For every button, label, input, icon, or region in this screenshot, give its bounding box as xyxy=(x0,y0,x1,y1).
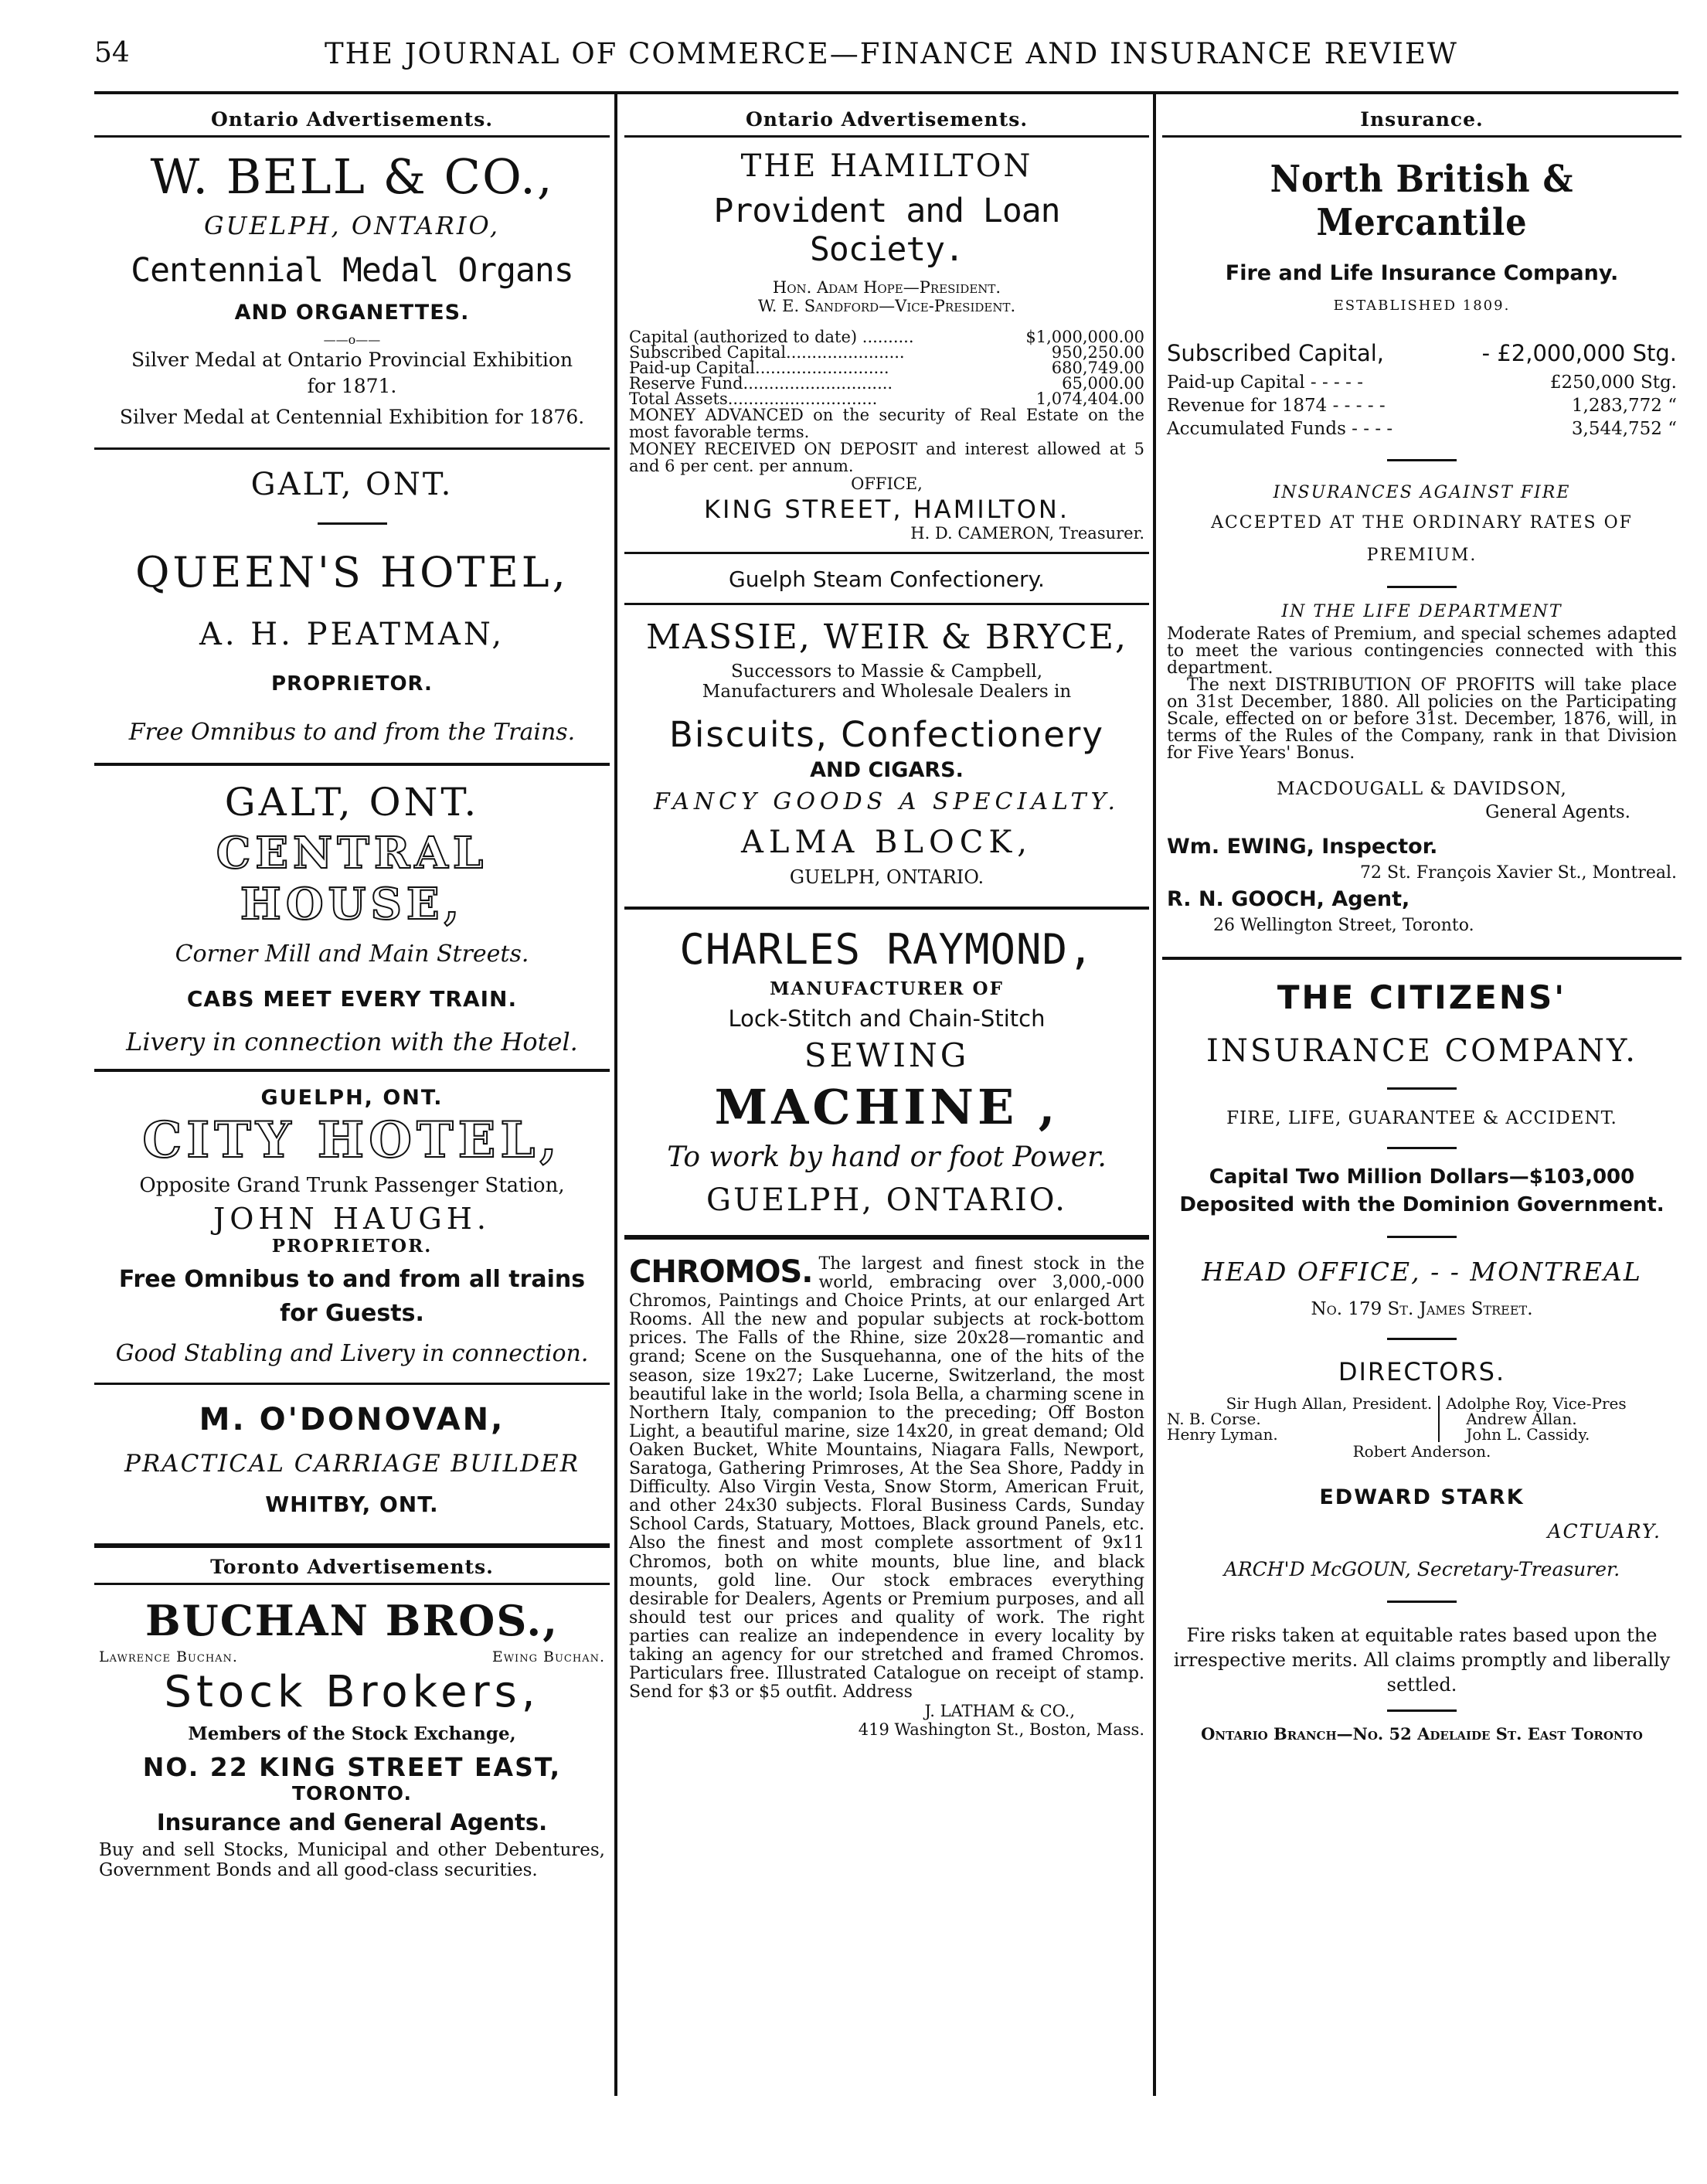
divider xyxy=(94,135,610,138)
ornament: ——o—— xyxy=(323,332,381,347)
ad-central-house xyxy=(99,780,605,1056)
ad-trade: Stock Brokers, xyxy=(164,1667,540,1717)
capital-row xyxy=(1167,340,1677,366)
ad-fancy: FANCY GOODS A SPECIALTY. xyxy=(654,788,1120,815)
life-head: IN THE LIFE DEPARTMENT xyxy=(1281,602,1562,621)
treasurer: H. D. CAMERON, Treasurer. xyxy=(910,524,1144,543)
ad-town: WHITBY, ONT. xyxy=(265,1492,439,1517)
fund-value: 3,544,752 “ xyxy=(1571,419,1677,439)
divider xyxy=(1162,957,1681,960)
ad-cigars: AND CIGARS. xyxy=(810,758,964,782)
ad-trade: PRACTICAL CARRIAGE BUILDER xyxy=(124,1450,580,1478)
money-advanced: MONEY ADVANCED on the security of Real Estate on the most favorable terms. xyxy=(629,406,1144,441)
ad-name: CENTRAL HOUSE, xyxy=(216,828,488,930)
ad-title: Guelph Steam Confectionery. xyxy=(729,566,1045,592)
ad-agents: Insurance and General Agents. xyxy=(156,1809,548,1835)
divider xyxy=(1162,135,1681,138)
divider xyxy=(94,763,610,766)
divider xyxy=(94,447,610,450)
fire-risks: Fire risks taken at equitable rates based upon the irrespective merits. All claims promptly and liberally settled. xyxy=(1173,1624,1671,1696)
partner-1: Lawrence Buchan. xyxy=(99,1648,238,1665)
president: Hon. Adam Hope—President. xyxy=(772,278,1001,297)
page-number: 54 xyxy=(94,37,130,69)
director: Robert Anderson. xyxy=(1352,1442,1491,1461)
section-title: Ontario Advertisements. xyxy=(210,108,494,131)
finance-label: Total Assets............................. xyxy=(629,390,878,408)
column-2 xyxy=(629,100,1144,1739)
agents-role: General Agents. xyxy=(1485,802,1630,822)
finance-label: Reserve Fund............................. xyxy=(629,374,893,393)
director: N. B. Corse. xyxy=(1167,1410,1261,1428)
ad-town: GALT, ONT. xyxy=(224,780,480,825)
ad-members: Members of the Stock Exchange, xyxy=(188,1723,516,1744)
medal-1: Silver Medal at Ontario Provincial Exhibition for 1871. xyxy=(131,349,573,397)
ad-stabling: Good Stabling and Livery in connection. xyxy=(115,1340,589,1367)
ad-guelph-confectionery xyxy=(629,566,1144,888)
secretary: ARCH'D McGOUN, Secretary-Treasurer. xyxy=(1223,1558,1620,1580)
ad-north-british xyxy=(1167,158,1677,935)
fund-label: Accumulated Funds - - - - xyxy=(1167,419,1393,439)
column-3 xyxy=(1167,100,1677,1743)
finance-row xyxy=(629,391,1144,407)
director: Sir Hugh Allan, President. xyxy=(1226,1394,1433,1413)
ad-product-2: AND ORGANETTES. xyxy=(234,301,470,325)
divider xyxy=(1387,459,1457,461)
ad-town: GUELPH, ONTARIO. xyxy=(706,1182,1067,1218)
director: John L. Cassidy. xyxy=(1466,1425,1590,1444)
divider xyxy=(624,552,1149,554)
finance-label: Paid-up Capital.......................... xyxy=(629,359,889,377)
finance-row xyxy=(629,329,1144,345)
ad-name: QUEEN'S HOTEL, xyxy=(135,548,569,597)
inspector-address: 72 St. François Xavier St., Montreal. xyxy=(1360,863,1677,883)
ad-sewing: SEWING xyxy=(804,1036,970,1074)
finance-value: 65,000.00 xyxy=(1062,374,1144,393)
ad-cabs: CABS MEET EVERY TRAIN. xyxy=(186,986,518,1012)
ad-title-1: THE CITIZENS' xyxy=(1277,978,1567,1016)
divider xyxy=(94,1543,610,1548)
column-1 xyxy=(99,100,605,1880)
ad-role: PROPRIETOR. xyxy=(271,1236,433,1257)
fund-value: £250,000 Stg. xyxy=(1549,373,1677,393)
divider xyxy=(1387,1709,1457,1712)
divider xyxy=(94,1069,610,1072)
ad-name: North British & Mercantile xyxy=(1270,158,1574,244)
ad-note: Free Omnibus to and from the Trains. xyxy=(128,719,576,746)
ad-sub: Fire and Life Insurance Company. xyxy=(1225,261,1619,285)
ad-town: GUELPH, ONTARIO. xyxy=(789,866,984,888)
head-office: HEAD OFFICE, - - MONTREAL xyxy=(1202,1257,1642,1287)
director: Adolphe Roy, Vice-Pres xyxy=(1446,1394,1627,1413)
medal-2: Silver Medal at Centennial Exhibition for 1876. xyxy=(119,406,585,428)
fund-row xyxy=(1167,419,1677,439)
ad-trade: Manufacturers and Wholesale Dealers in xyxy=(702,682,1072,702)
fund-value: 1,283,772 “ xyxy=(1571,396,1677,416)
ad-queens-hotel xyxy=(99,467,605,746)
ad-mfr: MANUFACTURER OF xyxy=(770,978,1004,999)
fund-row xyxy=(1167,396,1677,416)
divider xyxy=(94,1583,610,1585)
directors-title: DIRECTORS. xyxy=(1338,1357,1506,1386)
divider xyxy=(1387,586,1457,588)
section-title: Ontario Advertisements. xyxy=(745,108,1029,131)
ad-w-bell xyxy=(99,148,605,430)
ad-machine: MACHINE , xyxy=(714,1079,1059,1135)
ad-name: W. BELL & CO., xyxy=(150,148,554,205)
divider xyxy=(624,907,1149,910)
office-address: KING STREET, HAMILTON. xyxy=(703,495,1069,524)
ad-livery: Livery in connection with the Hotel. xyxy=(126,1027,578,1056)
finance-label: Subscribed Capital....................... xyxy=(629,343,905,362)
ad-owner: JOHN HAUGH. xyxy=(213,1202,491,1236)
life-body-2: The next DISTRIBUTION OF PROFITS will take place on 31st December, 1880. All policies on the Participating Scale, effected on or before 31st. December, 1876, will, in terms of the Rules of the Company, rank in that Division for Five Years' Bonus. xyxy=(1167,675,1677,763)
ad-capital: Capital Two Million Dollars—$103,000 Deposited with the Dominion Government. xyxy=(1179,1165,1664,1216)
ad-omnibus: Free Omnibus to and from all trains for Guests. xyxy=(118,1266,586,1327)
ad-town: GUELPH, ONT. xyxy=(260,1086,444,1110)
partner-2: Ewing Buchan. xyxy=(491,1648,605,1665)
directors-list xyxy=(1167,1396,1677,1442)
ad-product: Centennial Medal Organs xyxy=(131,251,573,290)
divider xyxy=(624,603,1149,605)
section-title: Insurance. xyxy=(1360,108,1484,131)
divider xyxy=(1387,1236,1457,1238)
ad-citizens xyxy=(1167,978,1677,1743)
ad-title-1: THE HAMILTON xyxy=(740,148,1033,184)
divider xyxy=(1387,1338,1457,1340)
ad-town: GALT, ONT. xyxy=(250,467,454,502)
capital-label: Subscribed Capital, xyxy=(1167,340,1385,366)
ad-role: PROPRIETOR. xyxy=(271,672,433,696)
finance-row xyxy=(629,376,1144,391)
divider xyxy=(624,135,1149,138)
finance-table xyxy=(629,329,1144,407)
ad-charles-raymond xyxy=(629,925,1144,1218)
fund-row xyxy=(1167,373,1677,393)
chromos-signature: J. LATHAM & CO., xyxy=(924,1702,1075,1721)
ad-city-hotel xyxy=(99,1086,605,1367)
ad-hamilton xyxy=(629,148,1144,543)
inspector: Wm. EWING, Inspector. xyxy=(1167,835,1438,859)
street: No. 179 St. James Street. xyxy=(1311,1299,1533,1319)
ad-chromos xyxy=(629,1255,1144,1739)
divider xyxy=(94,1383,610,1385)
ad-products: Biscuits, Confectionery xyxy=(668,714,1105,755)
money-received: MONEY RECEIVED ON DEPOSIT and interest allowed at 5 and 6 per cent. per annum. xyxy=(629,440,1144,475)
running-head: THE JOURNAL OF COMMERCE—FINANCE AND INSURANCE REVIEW xyxy=(325,37,1458,70)
chromos-body: The largest and finest stock in the world, embracing over 3,000,-000 Chromos, Paintings and Choice Prints, at our enlarged Art Rooms. All the new and popular subjects at rock-bottom prices. The Falls of the Rhine, size 20x28—romantic and grand; Scene on the Susquehanna, one of the hits of the season, size 19x27; Lake Lucerne, Switzerland, the most beautiful lake in the world; Isola Bella, a charming scene in Northern Italy, companion to the preceding; Off Boston Light, a beautiful marine, size 14x20, in great demand; Old Oaken Bucket, White Mountains, Niagara Falls, Newport, Saratoga, Gathering Primroses, At the Sea Shore, Paddy in Difficulty. Also Virgin Vesta, Snow Storm, American Fruit, and other 24x30 subjects. Floral Business Cards, Sunday School Cards, Statuary, Mottoes, Black ground Panels, etc. Also the finest and most complete assortment of 9x11 Chromos, both on white mounts, blue line, and black mounts, gold line. Our stock embraces everything desirable for Dealers, Agents or Premium purposes, and all should test our prices and quality of work. The right parties can realize an independence in every locality by taking an agency for our stretched and framed Chromos. Particulars free. Illustrated Catalogue on receipt of stamp. Send for $3 or $5 outfit. Address xyxy=(629,1254,1144,1703)
ad-block: ALMA BLOCK, xyxy=(741,825,1032,860)
fire-body: ACCEPTED AT THE ORDINARY RATES OF PREMIUM. xyxy=(1211,513,1633,565)
divider xyxy=(1387,1601,1457,1603)
ad-name: CHARLES RAYMOND, xyxy=(679,925,1094,974)
divider xyxy=(1387,1147,1457,1149)
finance-value: 1,074,404.00 xyxy=(1035,390,1144,408)
chromos-head: CHROMOS. xyxy=(629,1254,813,1290)
vice-president: W. E. Sandford—Vice-President. xyxy=(757,297,1016,315)
actuary-title: ACTUARY. xyxy=(1547,1520,1661,1543)
divider xyxy=(1387,1087,1457,1090)
divider xyxy=(318,522,387,525)
ad-buchan-bros xyxy=(99,1596,605,1880)
ad-body: Buy and sell Stocks, Municipal and other Debentures, Government Bonds and all good-class securities. xyxy=(99,1840,605,1880)
finance-row xyxy=(629,345,1144,360)
finance-value: 680,749.00 xyxy=(1051,359,1144,377)
ad-odonovan xyxy=(99,1402,605,1517)
finance-row xyxy=(629,360,1144,376)
agent-address: 26 Wellington Street, Toronto. xyxy=(1213,916,1474,935)
ad-address: Corner Mill and Main Streets. xyxy=(175,941,529,968)
column-divider-1 xyxy=(614,94,617,2096)
fund-label: Paid-up Capital - - - - - xyxy=(1167,373,1363,393)
finance-value: 950,250.00 xyxy=(1051,343,1144,362)
chromos-address: 419 Washington St., Boston, Mass. xyxy=(858,1720,1144,1740)
ad-power: To work by hand or foot Power. xyxy=(667,1141,1107,1173)
ad-place: GUELPH, ONTARIO, xyxy=(203,211,501,240)
section-title: Toronto Advertisements. xyxy=(210,1556,494,1578)
finance-label: Capital (authorized to date) .......... xyxy=(629,328,914,346)
ad-name: MASSIE, WEIR & BRYCE, xyxy=(646,617,1127,657)
actuary-name: EDWARD STARK xyxy=(1319,1485,1525,1509)
ad-type: Lock-Stitch and Chain-Stitch xyxy=(728,1005,1046,1032)
ad-title-2: INSURANCE COMPANY. xyxy=(1206,1033,1637,1069)
ad-name: BUCHAN BROS., xyxy=(145,1596,559,1645)
finance-value: $1,000,000.00 xyxy=(1025,328,1144,346)
ad-name: M. O'DONOVAN, xyxy=(199,1402,505,1437)
director: Henry Lyman. xyxy=(1167,1425,1278,1444)
ad-est: ESTABLISHED 1809. xyxy=(1333,298,1511,314)
fire-head: INSURANCES AGAINST FIRE xyxy=(1273,483,1571,502)
capital-value: - £2,000,000 Stg. xyxy=(1481,340,1677,366)
ontario-branch: Ontario Branch—No. 52 Adelaide St. East Toronto xyxy=(1201,1724,1643,1743)
agent: R. N. GOOCH, Agent, xyxy=(1167,887,1410,911)
life-body-1: Moderate Rates of Premium, and special schemes adapted to meet the various contingencies connected with this department. xyxy=(1167,624,1677,678)
director: Andrew Allan. xyxy=(1466,1410,1577,1428)
ad-owner: A. H. PEATMAN, xyxy=(199,617,505,652)
top-rule xyxy=(94,91,1678,94)
ad-lines: FIRE, LIFE, GUARANTEE & ACCIDENT. xyxy=(1226,1108,1617,1128)
ad-successors: Successors to Massie & Campbell, xyxy=(730,662,1043,682)
ad-city: TORONTO. xyxy=(292,1782,412,1805)
ad-name: CITY HOTEL, xyxy=(142,1111,562,1169)
fund-label: Revenue for 1874 - - - - - xyxy=(1167,396,1386,416)
ad-title-2: Provident and Loan Society. xyxy=(713,192,1060,269)
office-label: OFFICE, xyxy=(851,475,923,493)
ad-address: NO. 22 KING STREET EAST, xyxy=(142,1752,562,1782)
divider xyxy=(624,1235,1149,1240)
column-divider-2 xyxy=(1153,94,1156,2096)
agents: MACDOUGALL & DAVIDSON, xyxy=(1277,779,1567,799)
ad-location: Opposite Grand Trunk Passenger Station, xyxy=(139,1174,565,1197)
